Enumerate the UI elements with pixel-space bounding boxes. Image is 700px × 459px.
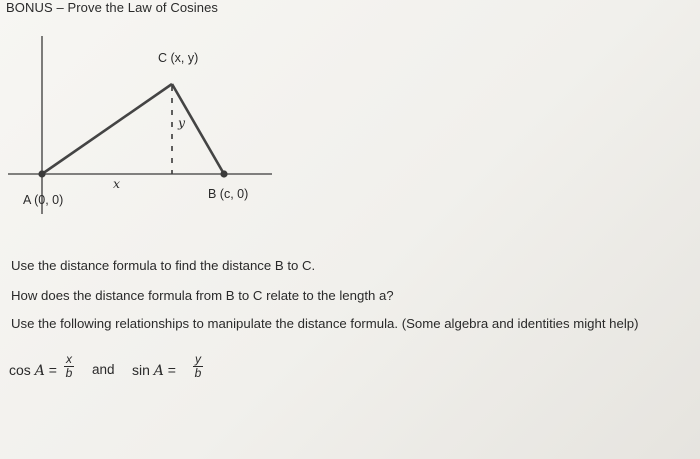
point-b xyxy=(220,170,227,177)
sin-fraction xyxy=(193,353,203,380)
label-c: C (x, y) xyxy=(158,51,199,65)
page-title: BONUS – Prove the Law of Cosines xyxy=(6,0,219,15)
sin-var: A xyxy=(153,363,164,379)
instruction-1: Use the distance formula to find the distance B to C. xyxy=(11,258,316,273)
connector-and: and xyxy=(92,362,115,377)
instruction-3: Use the following relationships to manipulate the distance formula. (Some algebra and identities might help) xyxy=(11,316,639,331)
label-x: x xyxy=(113,176,121,191)
sin-formula: sin A = xyxy=(132,362,176,379)
label-a: A (0, 0) xyxy=(23,193,64,207)
cos-formula: cos A = xyxy=(9,362,57,379)
label-b: B (c, 0) xyxy=(208,187,249,201)
side-ac xyxy=(42,84,172,174)
sin-prefix: sin xyxy=(132,362,150,378)
instruction-2: How does the distance formula from B to C relate to the length a? xyxy=(11,288,394,303)
sin-numerator: y xyxy=(195,352,201,366)
cos-fraction xyxy=(64,353,74,380)
cos-denominator: b xyxy=(65,366,73,380)
cos-numerator: x xyxy=(66,352,72,366)
cos-var: A xyxy=(34,363,45,379)
sin-denominator: b xyxy=(194,366,202,380)
label-y: y xyxy=(178,115,186,130)
cos-prefix: cos xyxy=(9,362,31,378)
point-a xyxy=(38,170,45,177)
